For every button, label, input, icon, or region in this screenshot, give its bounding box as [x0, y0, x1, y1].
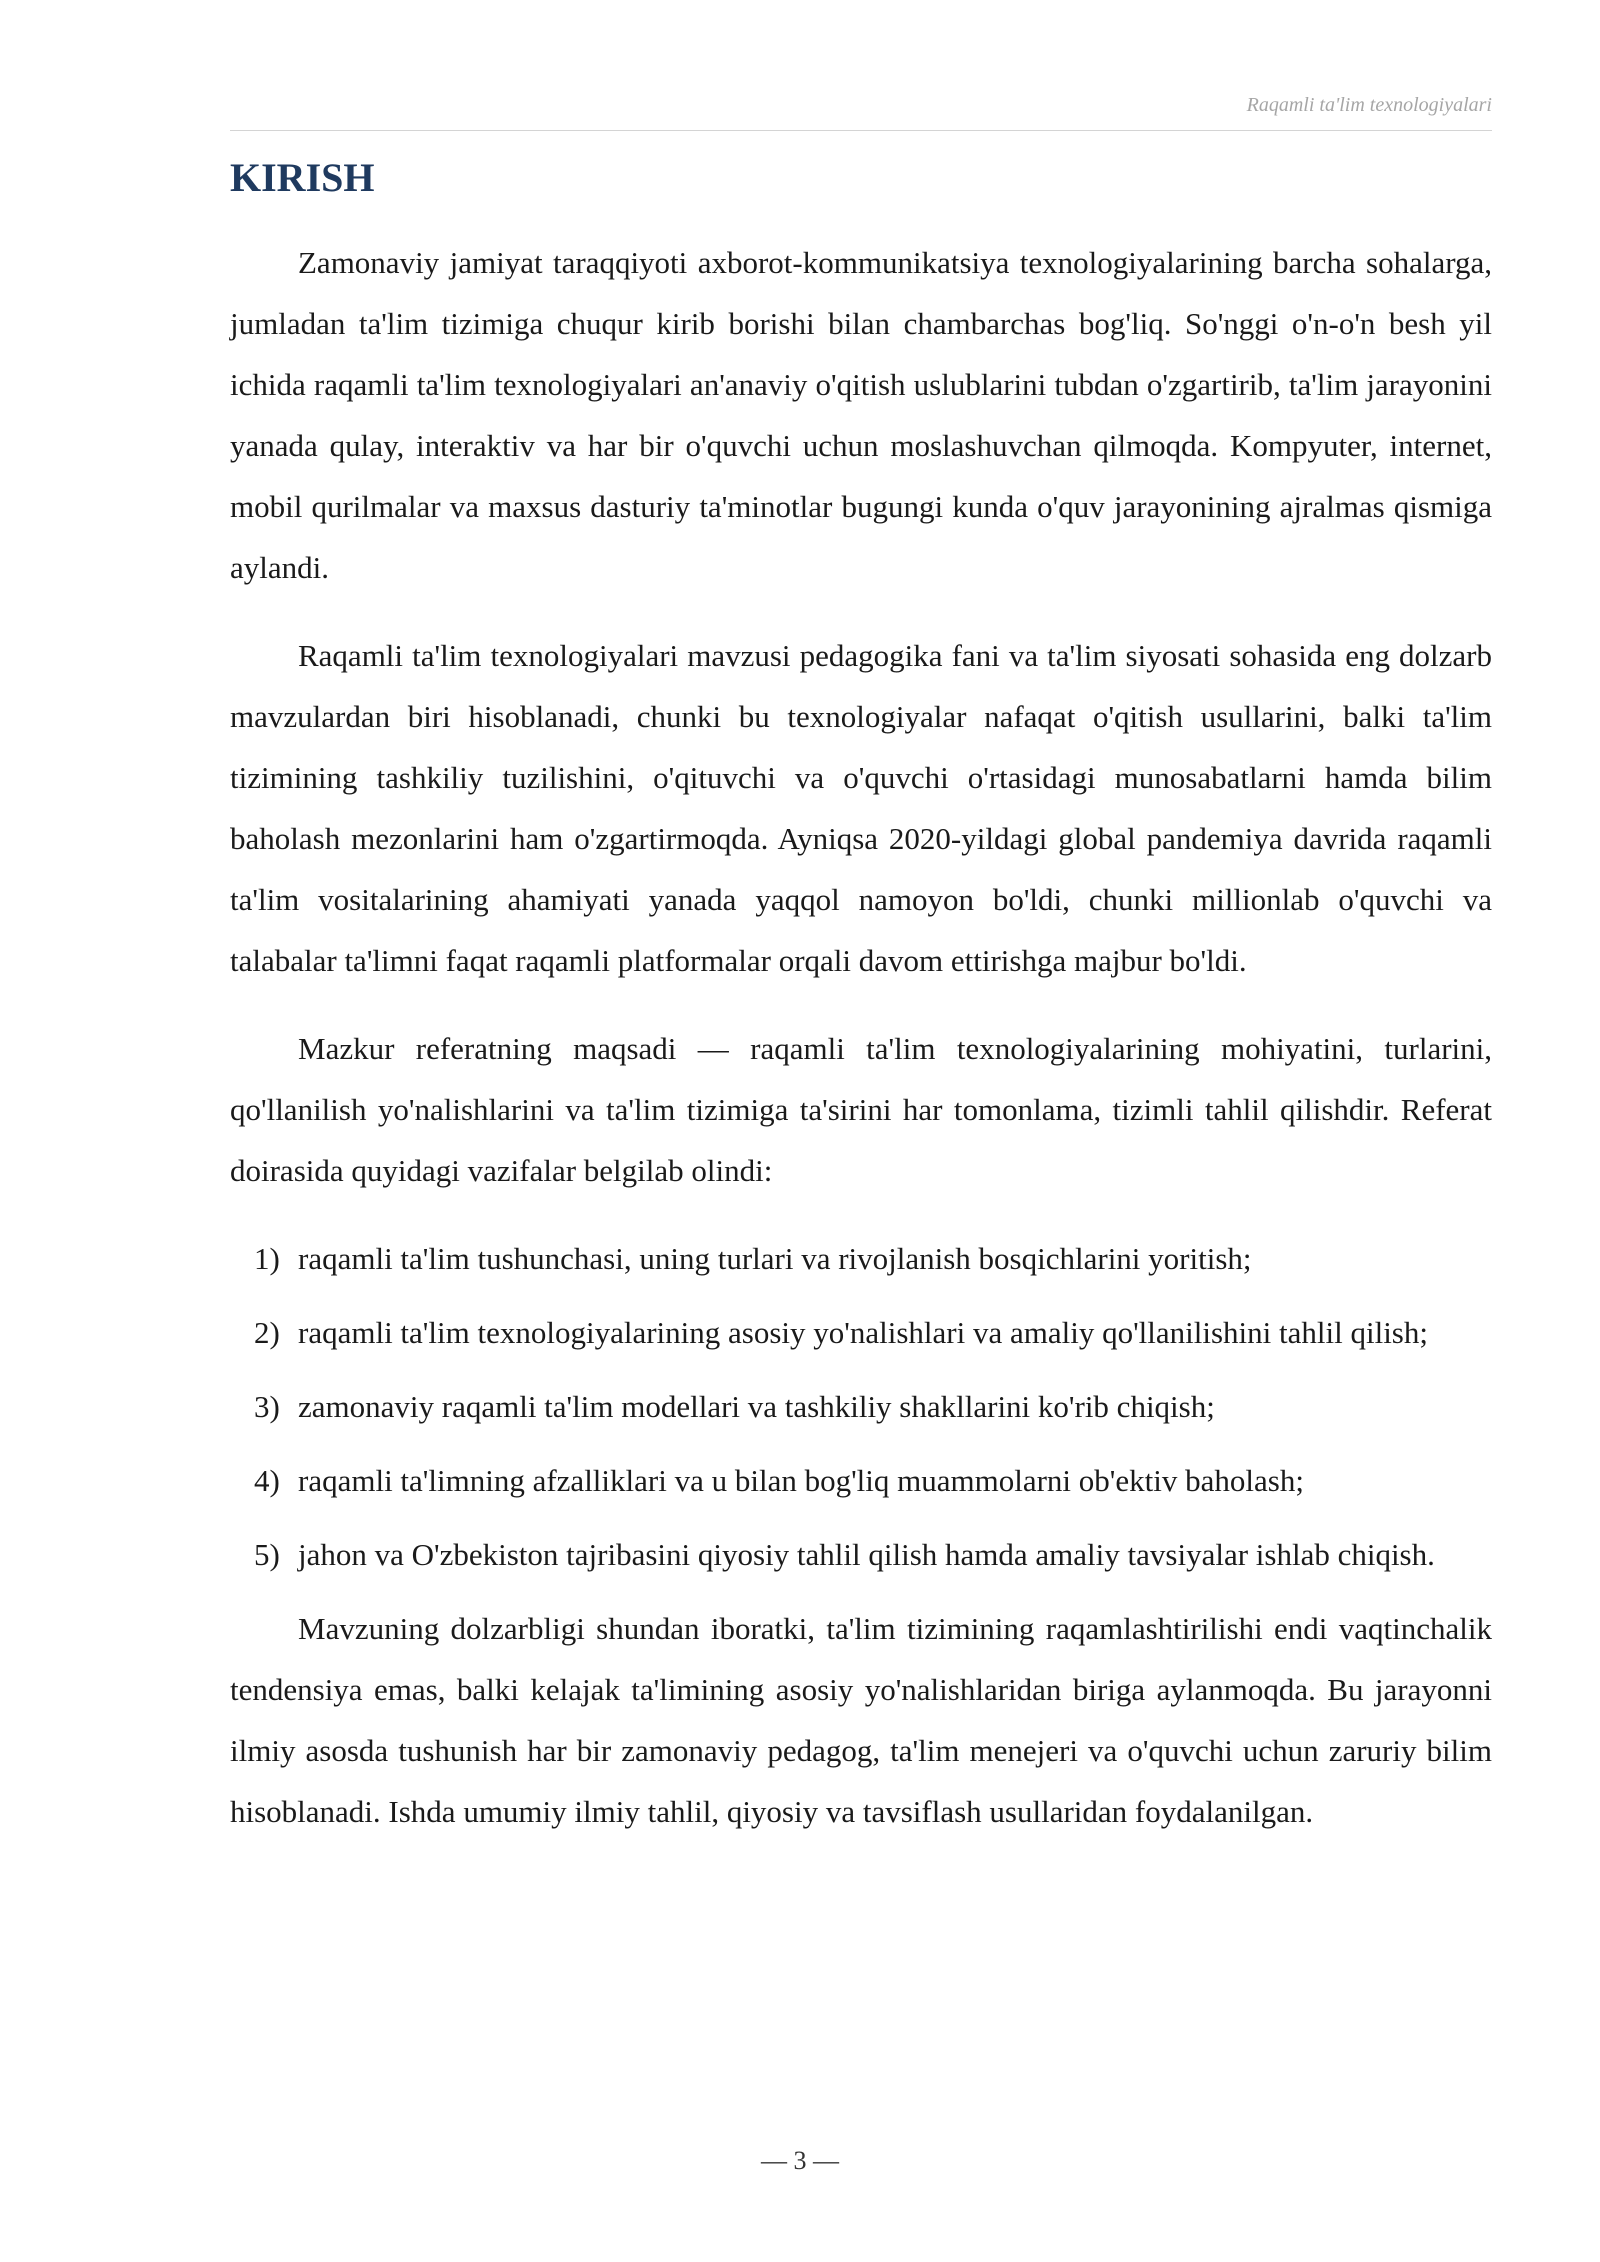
closing-paragraph: Mavzuning dolzarbligi shundan iboratki, ta'lim tizimining raqamlashtirilishi endi vaqtinchalik tendensiya emas, balki kelajak ta'limining asosiy yo'nalishlaridan biriga aylanmoqda. Bu jarayonni ilmiy asosda tushunish har bir zamonaviy pedagog, ta'lim menejeri va o'quvchi uchun zaruriy bilim hisoblanadi. Ishda umumiy ilmiy tahlil, qiyosiy va tavsiflash usullaridan foydalanilgan.: [230, 1611, 1492, 1829]
goal-paragraph: Mazkur referatning maqsadi — raqamli ta'lim texnologiyalarining mohiyatini, turlarini, qo'llanilish yo'nalishlarini va ta'lim tizimiga ta'sirini har tomonlama, tizimli tahlil qilishdir. Referat doirasida quyidagi vazifalar belgilab olindi:: [230, 1031, 1492, 1188]
task-item: [230, 1524, 1492, 1585]
task-number: 4): [254, 1463, 280, 1498]
task-text: zamonaviy raqamli ta'lim modellari va tashkiliy shakllarini ko'rib chiqish;: [298, 1389, 1215, 1424]
task-number: 5): [254, 1537, 280, 1572]
task-item: [230, 1450, 1492, 1511]
task-number: 2): [254, 1315, 280, 1350]
task-list: [230, 1228, 1492, 1585]
relevance-paragraph: Raqamli ta'lim texnologiyalari mavzusi pedagogika fani va ta'lim siyosati sohasida eng dolzarb mavzulardan biri hisoblanadi, chunki bu texnologiyalar nafaqat o'qitish usullarini, balki ta'lim tizimining tashkiliy tuzilishini, o'qituvchi va o'quvchi o'rtasidagi munosabatlarni hamda bilim baholash mezonlarini ham o'zgartirmoqda. Ayniqsa 2020-yildagi global pandemiya davrida raqamli ta'lim vositalarining ahamiyati yanada yaqqol namoyon bo'ldi, chunki millionlab o'quvchi va talabalar ta'limni faqat raqamli platformalar orqali davom ettirishga majbur bo'ldi.: [230, 638, 1492, 978]
task-text: raqamli ta'limning afzalliklari va u bilan bog'liq muammolarni ob'ektiv baholash;: [298, 1463, 1304, 1498]
task-number: 3): [254, 1389, 280, 1424]
task-text: jahon va O'zbekiston tajribasini qiyosiy tahlil qilish hamda amaliy tavsiyalar ishlab chiqish.: [298, 1537, 1435, 1572]
intro-paragraph: Zamonaviy jamiyat taraqqiyoti axborot-kommunikatsiya texnologiyalarining barcha sohalarga, jumladan ta'lim tizimiga chuqur kirib borishi bilan chambarchas bog'liq. So'nggi o'n-o'n besh yil ichida raqamli ta'lim texnologiyalari an'anaviy o'qitish uslublarini tubdan o'zgartirib, ta'lim jarayonini yanada qulay, interaktiv va har bir o'quvchi uchun moslashuvchan qilmoqda. Kompyuter, internet, mobil qurilmalar va maxsus dasturiy ta'minotlar bugungi kunda o'quv jarayonining ajralmas qismiga aylandi.: [230, 245, 1492, 585]
running-title: Raqamli ta'lim texnologiyalari: [1246, 94, 1492, 116]
task-text: raqamli ta'lim tushunchasi, uning turlari va rivojlanish bosqichlarini yoritish;: [298, 1241, 1252, 1276]
task-item: [230, 1228, 1492, 1289]
page-header: [230, 94, 1492, 131]
page-number: — 3 —: [761, 2146, 839, 2175]
section-heading: KIRISH: [230, 155, 375, 200]
document-body: [230, 150, 1492, 1869]
task-number: 1): [254, 1241, 280, 1276]
task-item: [230, 1302, 1492, 1363]
task-item: [230, 1376, 1492, 1437]
task-text: raqamli ta'lim texnologiyalarining asosiy yo'nalishlari va amaliy qo'llanilishini tahlil qilish;: [298, 1315, 1428, 1350]
